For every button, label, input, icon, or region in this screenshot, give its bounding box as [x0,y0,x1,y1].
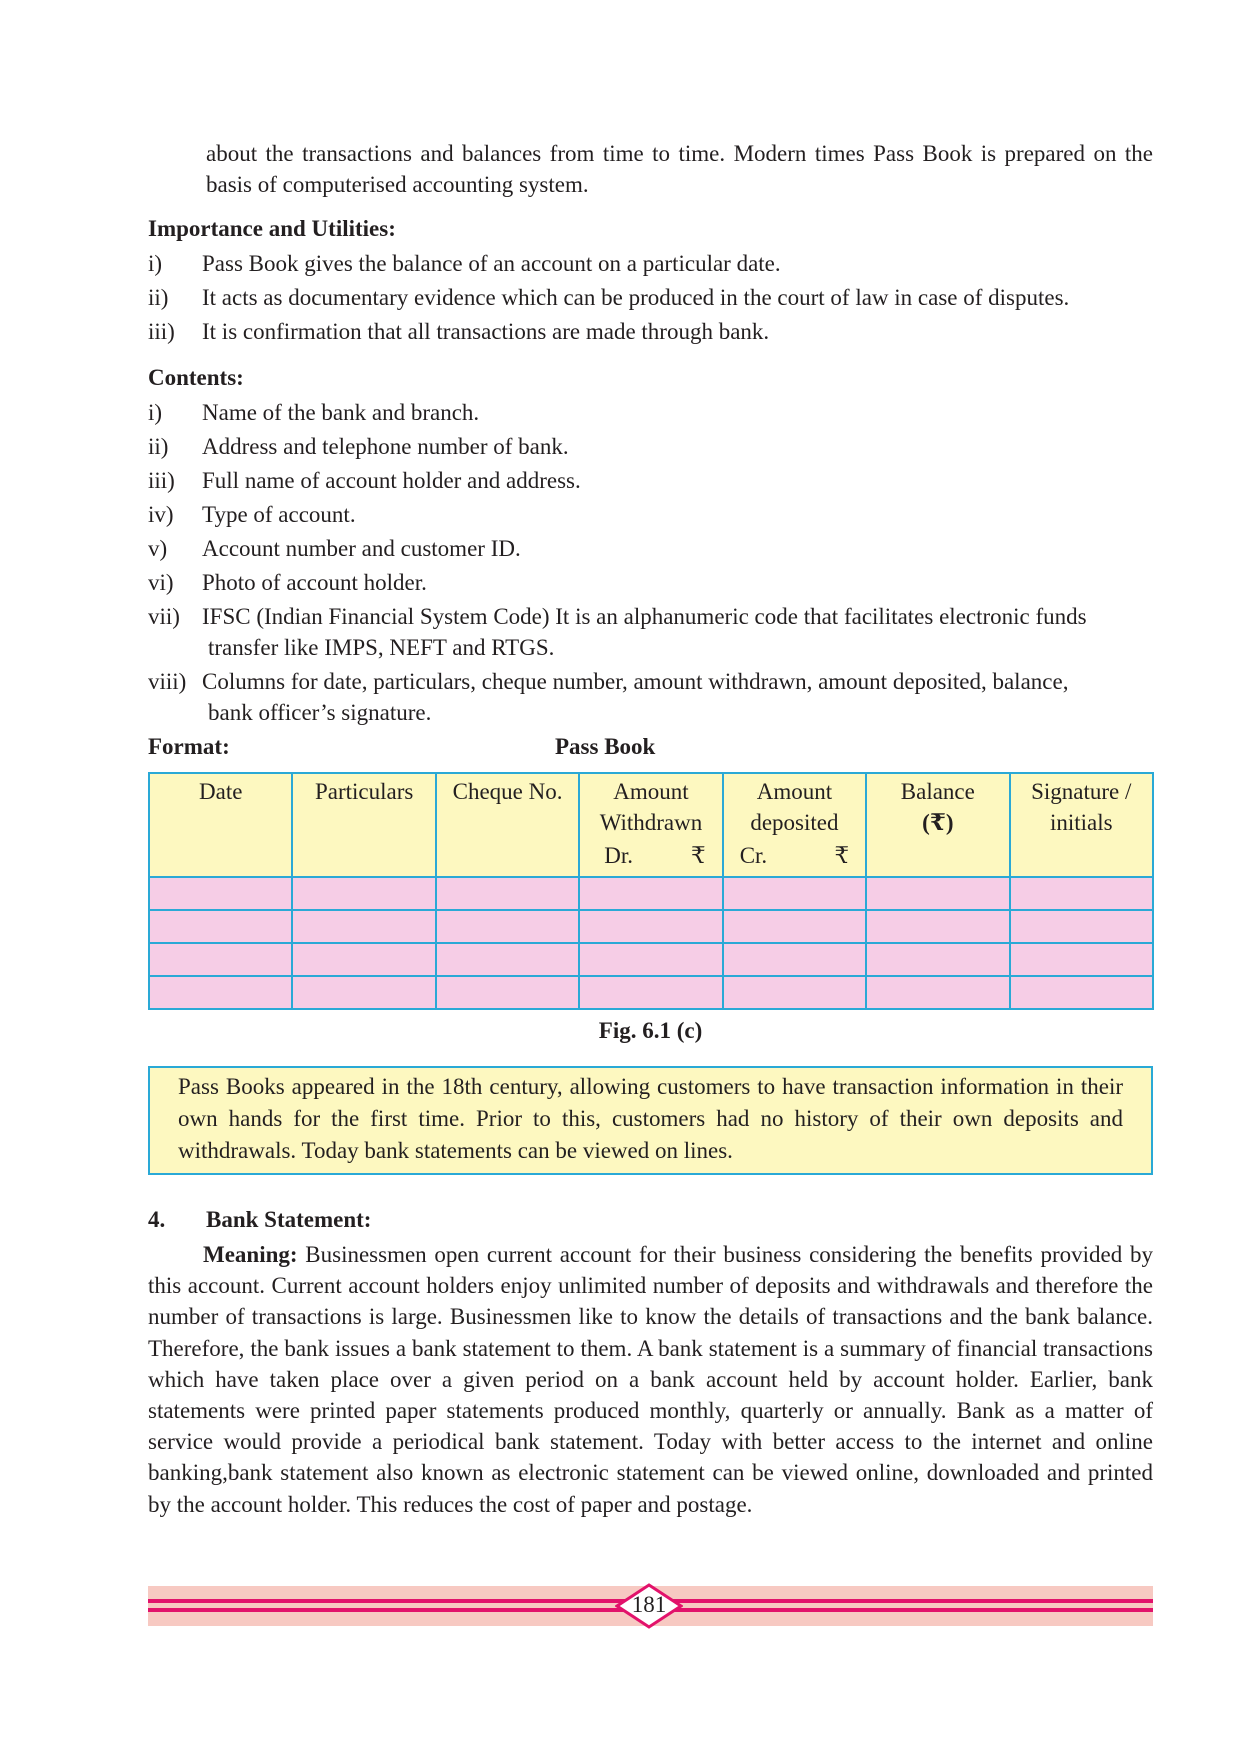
rupee-icon: ₹ [691,843,706,868]
importance-list [148,248,1153,347]
table-row [149,910,1153,943]
col-deposited: Amount deposited Cr. ₹ [723,773,866,877]
contents-list [148,397,1153,728]
col-signature: Signature / initials [1010,773,1153,877]
passbook-table [148,772,1154,1010]
contents-heading: Contents: [148,365,244,390]
format-label: Format: [148,734,230,759]
list-item: viii) Columns for date, particulars, cheque number, amount withdrawn, amount deposited, balance, bank officer’s signature. [148,669,1069,725]
rupee-icon: ₹ [834,843,850,868]
page-number: 181 [631,1592,667,1617]
col-balance: Balance (₹) [866,773,1009,877]
list-item: ii) It acts as documentary evidence which can be produced in the court of law in case of disputes. [148,285,1070,310]
note-box: Pass Books appeared in the 18th century, allowing customers to have transaction information in their own hands for the first time. Prior to this, customers had no history of their own deposits and withdrawals. Today bank statements can be viewed on lines. [148,1066,1153,1175]
col-date: Date [149,773,292,877]
col-cheque: Cheque No. [436,773,579,877]
col-particulars: Particulars [292,773,435,877]
table-row [149,943,1153,976]
list-item: ii) Address and telephone number of bank. [148,434,569,459]
col-withdrawn: Amount Withdrawn Dr. ₹ [579,773,722,877]
list-item: iii) It is confirmation that all transactions are made through bank. [148,319,770,344]
format-row [148,732,1153,764]
intro-paragraph: about the transactions and balances from time to time. Modern times Pass Book is prepared on the basis of computerised accounting system. [206,141,1153,197]
figure-caption: Fig. 6.1 (c) [598,1018,703,1043]
table-row [149,877,1153,910]
list-item: vii) IFSC (Indian Financial System Code) It is an alphanumeric code that facilitates electronic funds transfer like IMPS, NEFT and RTGS. [148,604,1087,660]
table-row [149,976,1153,1009]
list-item: iv) Type of account. [148,502,356,527]
section-body: Meaning: Businessmen open current account for their business considering the benefits provided by this account. Current account holders enjoy unlimited number of deposits and withdrawals and therefore the number of transactions is large. Businessmen like to know the details of transactions and the bank balance. Therefore, the bank issues a bank statement to them. A bank statement is a summary of financial transactions which have taken place over a given period on a bank account held by account holder. Earlier, bank statements were printed paper statements produced monthly, quarterly or annually. Bank as a matter of service would provide a periodical bank statement. Today with better access to the internet and online banking,bank statement also known as electronic statement can be viewed online, downloaded and printed by the account holder. This reduces the cost of paper and postage. [148,1242,1153,1517]
page-content [148,138,1153,1543]
importance-heading: Importance and Utilities: [148,216,396,241]
list-item: iii) Full name of account holder and address. [148,468,581,493]
section-heading: 4. Bank Statement: [148,1207,372,1232]
table-header-row [149,773,1153,877]
list-item: v) Account number and customer ID. [148,536,521,561]
list-item: i) Pass Book gives the balance of an account on a particular date. [148,251,781,276]
page-footer [148,1586,1153,1626]
list-item: vi) Photo of account holder. [148,570,427,595]
passbook-title: Pass Book [555,734,656,759]
list-item: i) Name of the bank and branch. [148,400,480,425]
